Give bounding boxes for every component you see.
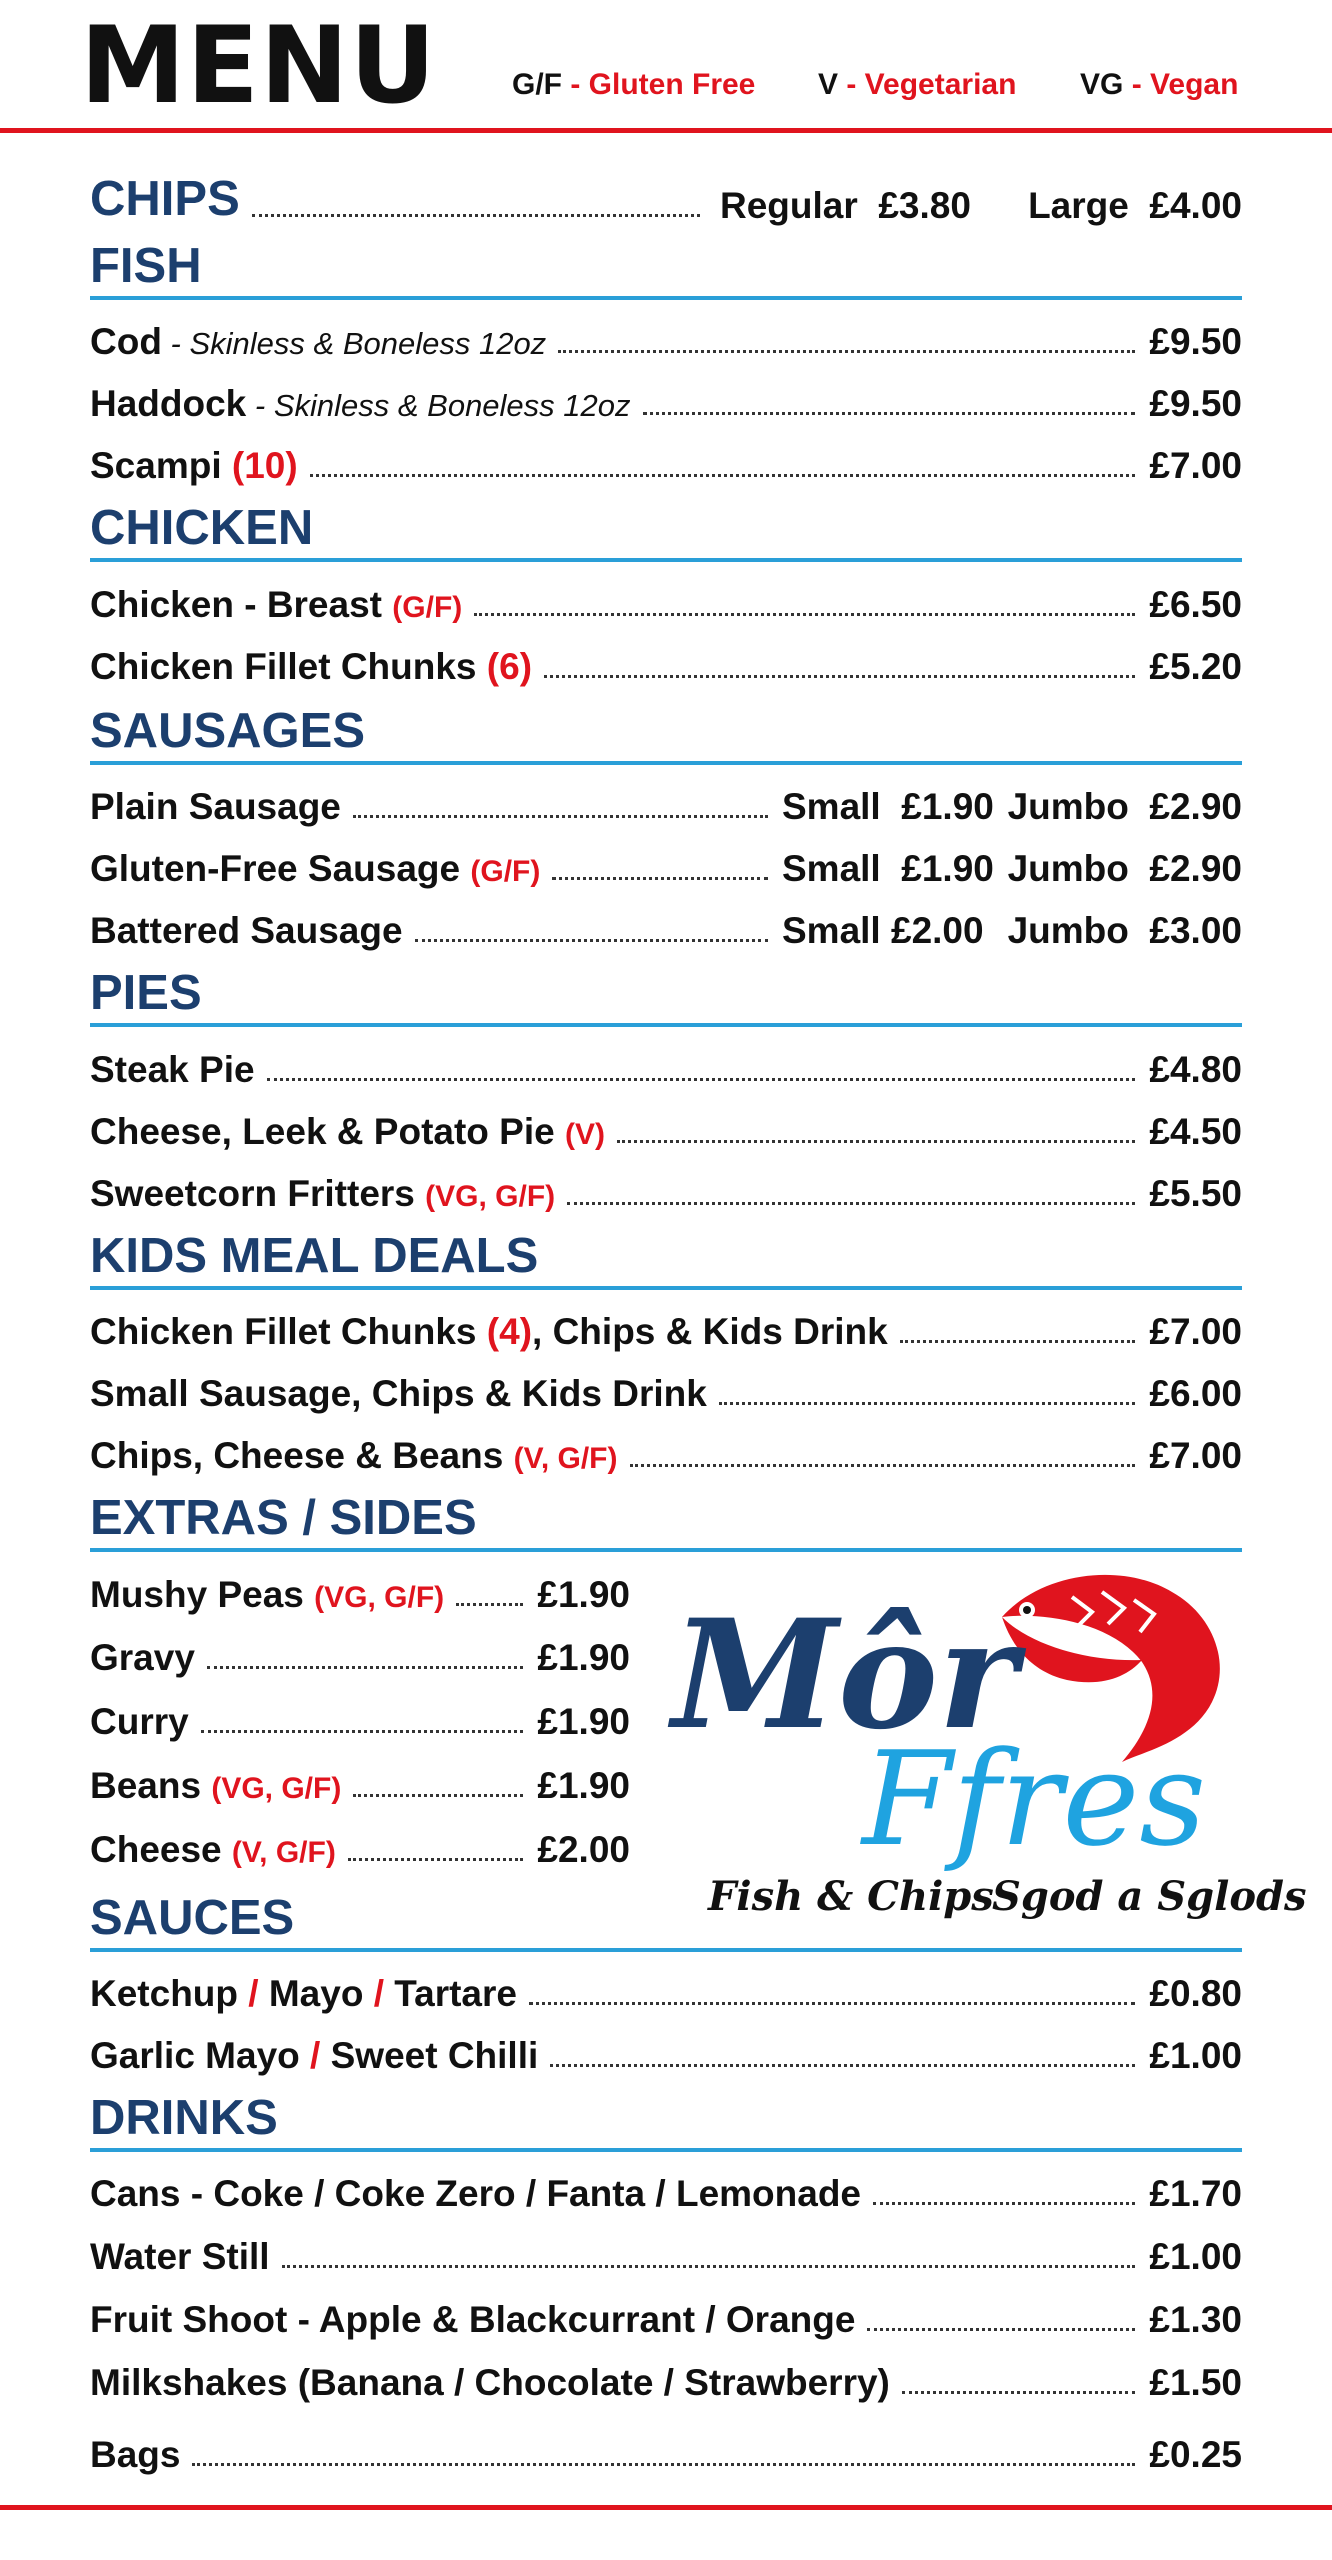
dot-leader [719,1401,1136,1405]
dot-leader [353,814,768,818]
menu-item: Chips, Cheese & Beans (V, G/F) £7.00 [90,1435,1242,1476]
menu-item [90,2157,1242,2215]
drink-label: Cans - Coke / Coke Zero / Fanta / Lemonade [90,2173,862,2214]
drink-label: Fruit Shoot - Apple & Blackcurrant / Orange [90,2299,856,2340]
header-divider [0,128,1332,133]
section-rule [90,761,1242,765]
logo-right-caption: Sgod a Sglods [992,1873,1307,1920]
item-price: £9.50 [1149,383,1242,424]
dot-leader [550,2063,1135,2067]
fish-logo-icon [672,1552,1307,1932]
menu-item: Haddock - Skinless & Boneless 12oz £9.50 [90,383,1242,424]
item-price: £1.90 [537,1637,630,1678]
item-price: £7.00 [1149,1311,1242,1352]
menu-item: Sweetcorn Fritters (VG, G/F) £5.50 [90,1173,1242,1214]
section-fish [90,238,1242,300]
dot-leader [310,473,1136,477]
dot-leader [267,1077,1136,1081]
dot-leader [558,349,1135,353]
logo-left-caption: Fish & Chips [708,1873,994,1920]
drink-label: Milkshakes (Banana / Chocolate / Strawberry) [90,2362,890,2403]
section-title-fish: FISH [90,239,202,293]
menu-item: Scampi (10) £7.00 [90,445,1242,486]
item-price: £7.00 [1149,445,1242,486]
item-price: £1.90 [537,1574,630,1615]
section-rule [90,1948,1242,1952]
dot-leader [529,2001,1135,2005]
dot-leader [643,411,1136,415]
menu-item: Cheese (V, G/F) £2.00 [90,1829,630,1870]
menu-item: Cod - Skinless & Boneless 12oz £9.50 [90,321,1242,362]
logo-main-bottom: Ffres [862,1723,1207,1875]
menu-item: Steak Pie £4.80 [90,1049,1242,1090]
section-title-chicken: CHICKEN [90,501,314,555]
menu-item: Plain Sausage Small £1.90 Jumbo £2.90 [90,786,1242,827]
menu-item: Chicken Fillet Chunks (6) £5.20 [90,646,1242,687]
item-price: £1.30 [1149,2299,1242,2340]
chips-large: Large £4.00 [1028,185,1242,226]
dot-leader [552,876,768,880]
dot-leader [192,2462,1135,2466]
drink-label: Bags [90,2434,181,2475]
item-price: £5.20 [1149,646,1242,687]
section-rule [90,1286,1242,1290]
item-price: £1.90 [537,1701,630,1742]
item-price: £0.80 [1149,1973,1242,2014]
menu-item: Gravy £1.90 [90,1637,630,1678]
menu-item: Battered Sausage Small £2.00 Jumbo £3.00 [90,910,1242,951]
item-price: £1.00 [1149,2236,1242,2277]
item-price: £1.00 [1149,2035,1242,2076]
section-drinks [90,2090,1242,2152]
menu-header [0,0,1332,132]
section-rule [90,558,1242,562]
menu-item: Ketchup / Mayo / Tartare £0.80 [90,1973,1242,2014]
legend-vegan: VG - Vegan [1080,68,1239,101]
section-extras [90,1490,1242,1552]
dot-leader [474,612,1135,616]
section-sauces [90,1890,1242,1952]
section-title-kids: KIDS MEAL DEALS [90,1229,539,1283]
dot-leader [207,1665,523,1669]
footer-divider [0,2505,1332,2510]
section-title-sauces: SAUCES [90,1891,295,1945]
brand-logo [672,1552,1307,1932]
item-price: £2.00 [537,1829,630,1870]
section-title-sausages: SAUSAGES [90,704,366,758]
legend-vegetarian: V - Vegetarian [818,68,1017,101]
item-price: £0.25 [1149,2434,1242,2475]
chips-regular: Regular £3.80 [720,185,971,226]
menu-item: Garlic Mayo / Sweet Chilli £1.00 [90,2035,1242,2076]
section-pies [90,965,1242,1027]
menu-item: Gluten-Free Sausage (G/F) Small £1.90 Jumbo £2.90 [90,848,1242,889]
item-price: £6.50 [1149,584,1242,625]
dot-leader [252,213,700,217]
menu-item [90,2283,1242,2341]
dot-leader [902,2390,1136,2394]
section-rule [90,1023,1242,1027]
page-title: MENU [80,4,437,127]
drink-label: Water Still [90,2236,270,2277]
section-sausages [90,703,1242,765]
section-title-extras: EXTRAS / SIDES [90,1491,477,1545]
dot-leader [353,1793,523,1797]
dot-leader [282,2264,1136,2268]
menu-item: Chicken Fillet Chunks (4), Chips & Kids Drink £7.00 [90,1311,1242,1352]
legend-gluten-free: G/F - Gluten Free [512,68,756,101]
menu-item: Chicken - Breast (G/F) £6.50 [90,584,1242,625]
dot-leader [456,1602,523,1606]
menu-item [90,2220,1242,2278]
item-price: £4.50 [1149,1111,1242,1152]
dot-leader [617,1139,1135,1143]
item-price: £1.50 [1149,2362,1242,2403]
menu-item: Small Sausage, Chips & Kids Drink £6.00 [90,1373,1242,1414]
logo-main-top: Môr [672,1587,1018,1763]
section-rule [90,2148,1242,2152]
item-price: £1.70 [1149,2173,1242,2214]
menu-item [90,2346,1242,2404]
dot-leader [873,2201,1135,2205]
section-kids-meal-deals [90,1228,1242,1290]
chips-row [90,165,1242,227]
menu-item: Curry £1.90 [90,1701,630,1742]
item-price: £6.00 [1149,1373,1242,1414]
section-title-chips: CHIPS [90,172,240,226]
dot-leader [348,1857,524,1861]
item-price: £7.00 [1149,1435,1242,1476]
dot-leader [201,1729,524,1733]
menu-item [90,2418,1242,2476]
item-price: £9.50 [1149,321,1242,362]
dot-leader [630,1463,1136,1467]
dot-leader [900,1339,1136,1343]
item-price: £1.90 [537,1765,630,1806]
menu-item: Cheese, Leek & Potato Pie (V) £4.50 [90,1111,1242,1152]
menu-item: Beans (VG, G/F) £1.90 [90,1765,630,1806]
section-title-drinks: DRINKS [90,2091,278,2145]
menu-item: Mushy Peas (VG, G/F) £1.90 [90,1574,630,1615]
section-title-pies: PIES [90,966,202,1020]
section-rule [90,296,1242,300]
dot-leader [544,674,1135,678]
dot-leader [867,2327,1135,2331]
item-price: £5.50 [1149,1173,1242,1214]
item-price: £4.80 [1149,1049,1242,1090]
section-chicken [90,500,1242,562]
dot-leader [567,1201,1135,1205]
dot-leader [415,938,768,942]
